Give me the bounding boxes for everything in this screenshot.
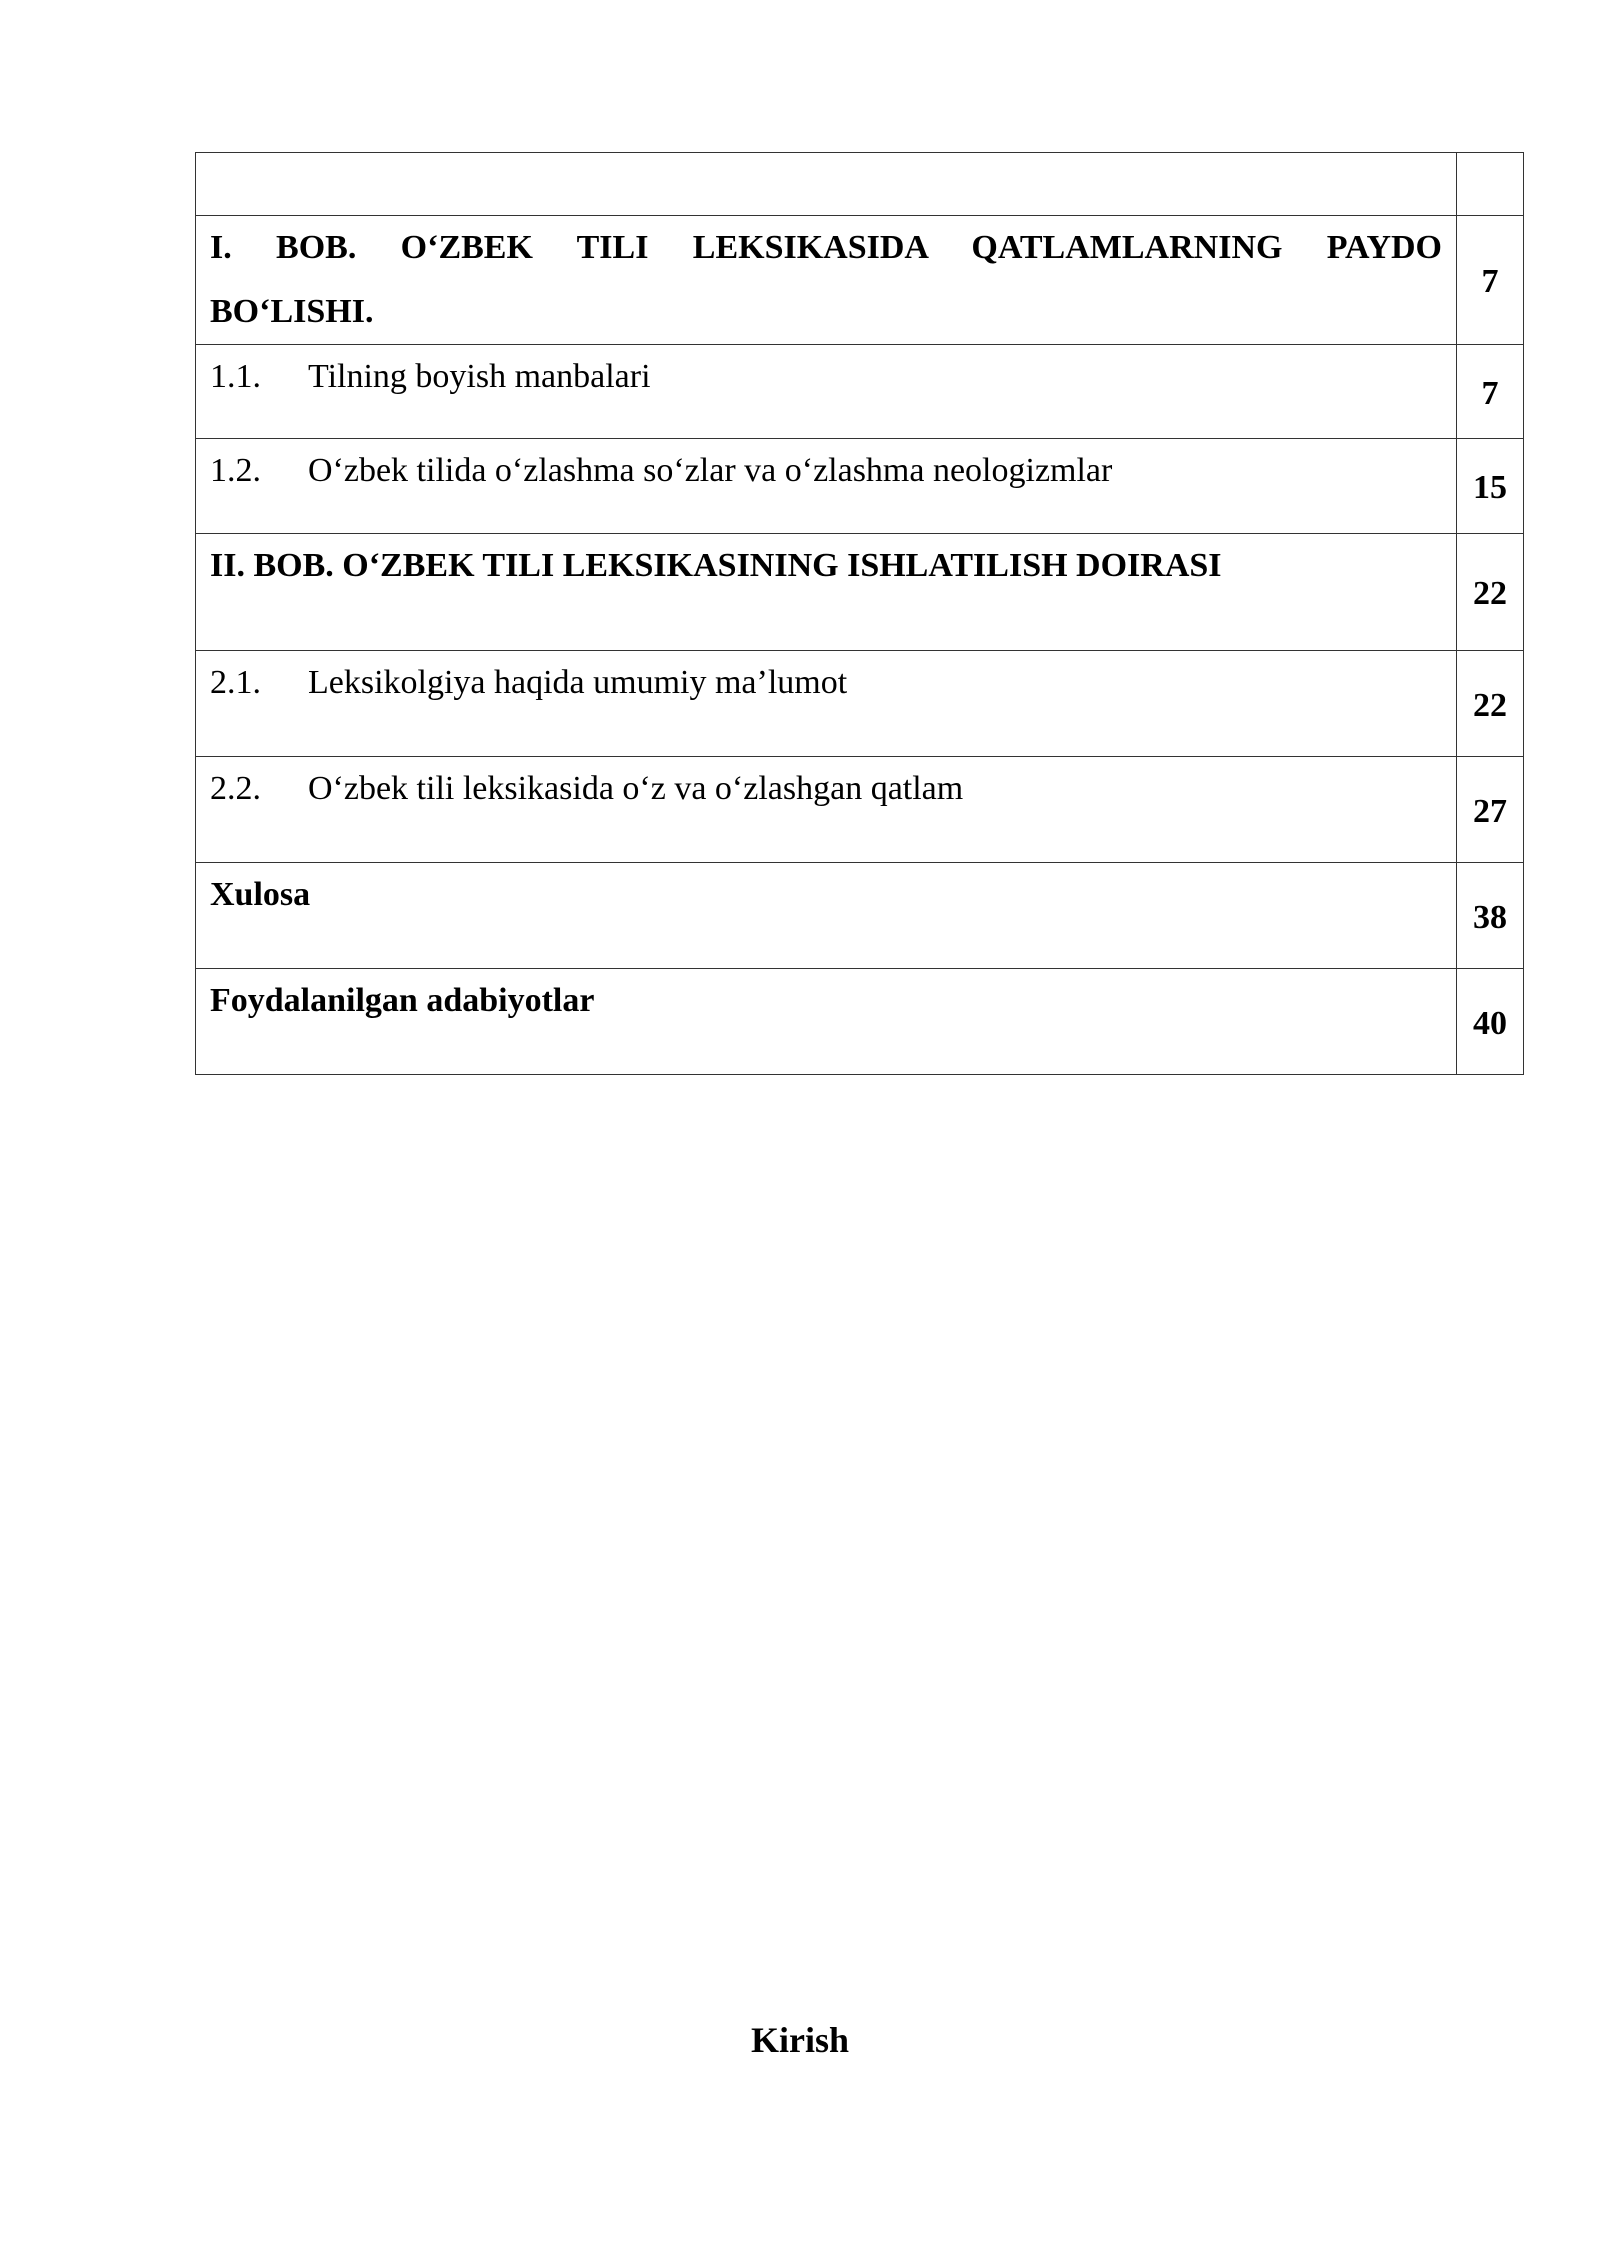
toc-title-cell — [196, 439, 1457, 534]
page-number: 38 — [1473, 898, 1507, 936]
toc-page-cell — [1457, 345, 1524, 439]
chapter-title: Foydalanilgan adabiyotlar — [210, 982, 595, 1019]
page-number: 15 — [1473, 469, 1507, 506]
toc-page-cell — [1457, 439, 1524, 534]
chapter-title: Xulosa — [210, 876, 311, 913]
toc-row-chapter-2 — [196, 534, 1524, 651]
page-number: 27 — [1473, 792, 1507, 830]
toc-row-section-2-2 — [196, 757, 1524, 863]
table-of-contents — [195, 152, 1524, 1075]
toc-page-cell — [1457, 757, 1524, 863]
section-number: 2.1. — [210, 664, 261, 701]
toc-row-empty — [196, 153, 1524, 216]
section-heading: Kirish — [750, 2020, 849, 2060]
toc-row-conclusion — [196, 863, 1524, 969]
toc-page-cell — [1457, 863, 1524, 969]
section-number: 2.2. — [210, 770, 261, 807]
toc-page-cell — [1457, 651, 1524, 757]
toc-title-cell — [196, 651, 1457, 757]
toc-page-cell — [1457, 969, 1524, 1075]
page-number: 22 — [1473, 575, 1507, 612]
chapter-title: II. BOB. O‘ZBEK TILI LEKSIKASINING ISHLATILISH DOIRASI — [210, 547, 1222, 584]
page-number: 7 — [1481, 374, 1499, 412]
toc-row-section-2-1 — [196, 651, 1524, 757]
page-number: 7 — [1481, 263, 1499, 300]
toc-title-cell — [196, 534, 1457, 651]
section-title: O‘zbek tilida o‘zlashma so‘zlar va o‘zlashma neologizmlar — [308, 452, 1113, 489]
section-title: O‘zbek tili leksikasida o‘z va o‘zlashgan qatlam — [308, 770, 964, 807]
toc-title-cell — [196, 969, 1457, 1075]
section-number: 1.1. — [210, 358, 261, 395]
section-title: Tilning boyish manbalari — [308, 358, 651, 395]
toc-title-cell — [196, 345, 1457, 439]
toc-page-cell — [1457, 153, 1524, 216]
toc-title-cell — [196, 863, 1457, 969]
chapter-title: I. BOB. O‘ZBEK TILI LEKSIKASIDA QATLAMLARNING PAYDO BO‘LISHI. — [210, 229, 1442, 330]
page-number: 40 — [1473, 1004, 1507, 1042]
toc-title-cell — [196, 153, 1457, 216]
toc-row-references — [196, 969, 1524, 1075]
toc-title-cell — [196, 216, 1457, 345]
toc-page-cell — [1457, 216, 1524, 345]
toc-title-cell — [196, 757, 1457, 863]
section-title: Leksikolgiya haqida umumiy ma’lumot — [308, 664, 848, 701]
section-number: 1.2. — [210, 452, 261, 489]
toc-page-cell — [1457, 534, 1524, 651]
toc-row-chapter-1 — [196, 216, 1524, 345]
page-number: 22 — [1473, 686, 1507, 724]
toc-row-section-1-1 — [196, 345, 1524, 439]
toc-row-section-1-2 — [196, 439, 1524, 534]
